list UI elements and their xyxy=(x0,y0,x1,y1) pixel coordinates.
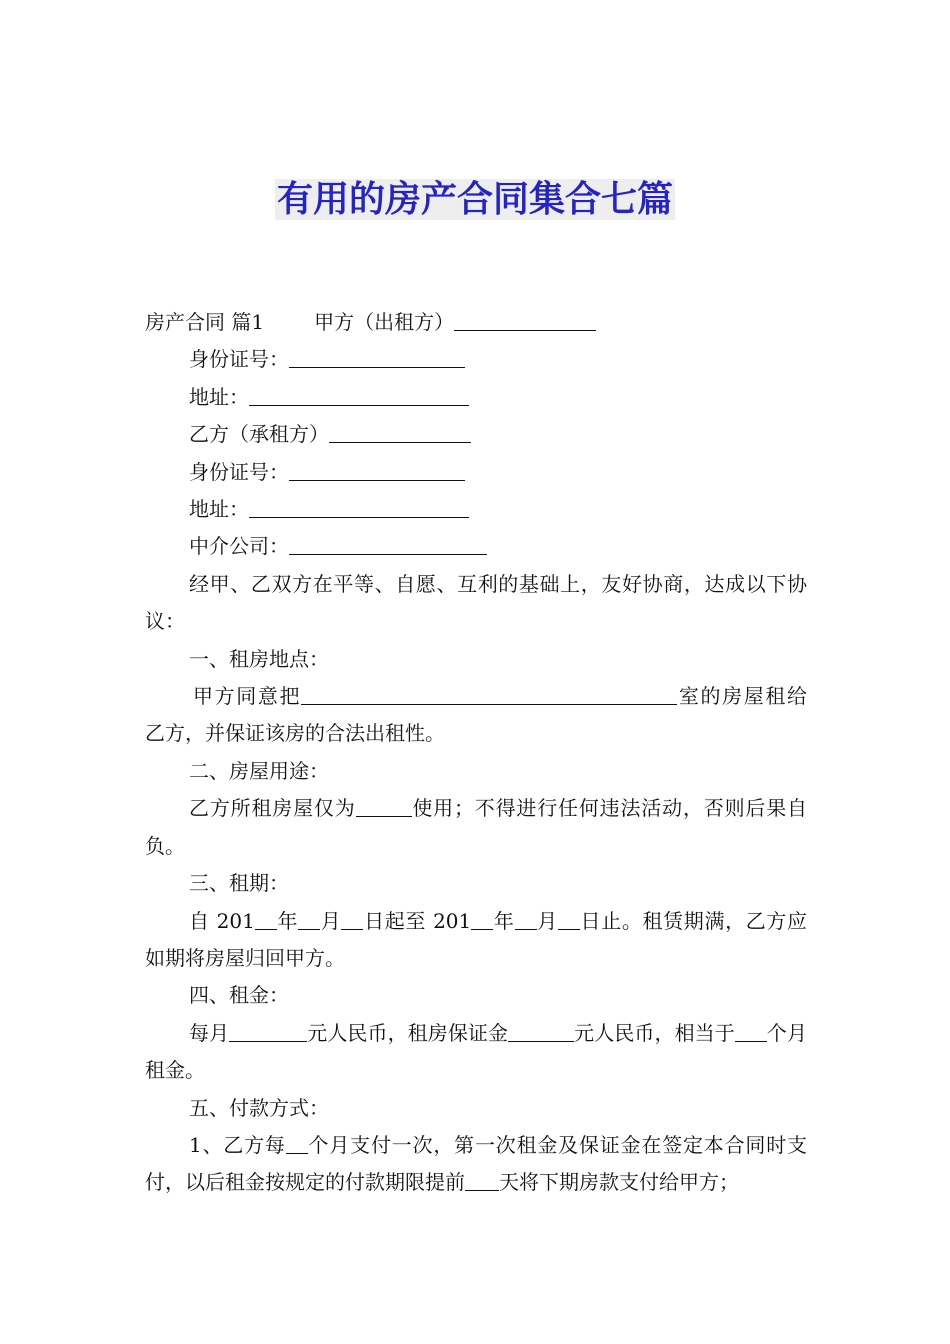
address-label: 地址： xyxy=(189,497,249,522)
party-b-blank xyxy=(329,420,471,443)
rent-paragraph xyxy=(145,1015,807,1090)
id-blank xyxy=(289,345,465,368)
id-label: 身份证号： xyxy=(189,459,289,484)
day-blank xyxy=(558,907,580,930)
document-body xyxy=(145,304,807,1202)
rent-blank xyxy=(229,1019,307,1042)
heading-payment: 五、付款方式： xyxy=(189,1095,329,1120)
day-blank xyxy=(341,907,363,930)
rent-text: 元人民币，租房保证金 xyxy=(307,1020,509,1045)
preamble-paragraph: 经甲、乙双方在平等、自愿、互利的基础上，友好协商，达成以下协议： xyxy=(145,571,807,634)
term-paragraph xyxy=(145,903,807,978)
usage-blank xyxy=(356,794,412,817)
location-text-a: 甲方同意把 xyxy=(193,684,302,709)
deposit-blank xyxy=(508,1019,574,1042)
party-a-id-line xyxy=(145,341,807,378)
party-a-label: 甲方（出租方） xyxy=(314,310,455,334)
party-b-id-line xyxy=(145,454,807,491)
term-text: 日止。租赁期满，乙方应如期将房屋归回甲方。 xyxy=(145,908,808,970)
heading-term: 三、租期： xyxy=(189,871,289,896)
usage-paragraph xyxy=(145,790,807,865)
party-b-line xyxy=(145,416,807,453)
year-blank xyxy=(255,907,277,930)
term-text: 年 xyxy=(493,908,515,933)
agency-label: 中介公司： xyxy=(189,534,289,559)
rent-text: 个月租金。 xyxy=(145,1020,808,1083)
term-text: 月 xyxy=(536,908,558,933)
party-a-address-line xyxy=(145,379,807,416)
month-blank xyxy=(515,907,537,930)
term-text: 自 201 xyxy=(189,908,255,933)
title-text: 有用的房产合同集合七篇 xyxy=(276,179,673,220)
term-text: 年 xyxy=(276,908,299,933)
month-blank xyxy=(298,907,320,930)
address-label: 地址： xyxy=(189,384,249,409)
address-blank xyxy=(249,495,469,518)
agency-blank xyxy=(289,532,487,555)
location-paragraph xyxy=(145,678,807,753)
term-text: 日起至 201 xyxy=(363,908,472,933)
section-label: 房产合同 篇1 xyxy=(145,310,265,334)
heading-location: 一、租房地点： xyxy=(189,646,329,671)
party-a-line xyxy=(145,304,807,341)
party-b-label: 乙方（承租方） xyxy=(189,422,329,447)
room-blank xyxy=(301,682,677,705)
heading-usage: 二、房屋用途： xyxy=(189,758,329,783)
party-a-blank xyxy=(454,308,596,331)
id-label: 身份证号： xyxy=(189,347,289,372)
months-blank xyxy=(735,1019,757,1042)
payment-text: 个月支付一次，第一次租金及保证金在签定本合同时支付，以后租金按规定的付款期限提前 xyxy=(145,1132,808,1195)
agency-line xyxy=(145,528,807,565)
location-text-b: 室的房屋租给乙方，并保证该房的合法出租性。 xyxy=(145,684,808,746)
heading-rent: 四、租金： xyxy=(189,983,289,1008)
term-text: 月 xyxy=(320,908,342,933)
usage-text-b: 使用；不得进行任何违法活动，否则后果自负。 xyxy=(145,796,808,858)
months-blank-cont xyxy=(757,1019,767,1042)
payment-text: 天将下期房款支付给甲方； xyxy=(499,1170,739,1195)
id-blank xyxy=(289,458,465,481)
days-blank xyxy=(465,1168,499,1191)
usage-text-a: 乙方所租房屋仅为 xyxy=(189,796,356,821)
party-b-address-line xyxy=(145,491,807,528)
rent-text: 每月 xyxy=(189,1020,230,1045)
year-blank xyxy=(471,907,493,930)
address-blank xyxy=(249,383,469,406)
rent-text: 元人民币，相当于 xyxy=(574,1020,735,1045)
payment-paragraph xyxy=(145,1127,807,1202)
payment-text: 1、乙方每 xyxy=(189,1132,286,1157)
period-blank xyxy=(286,1131,308,1154)
document-title xyxy=(0,176,950,224)
